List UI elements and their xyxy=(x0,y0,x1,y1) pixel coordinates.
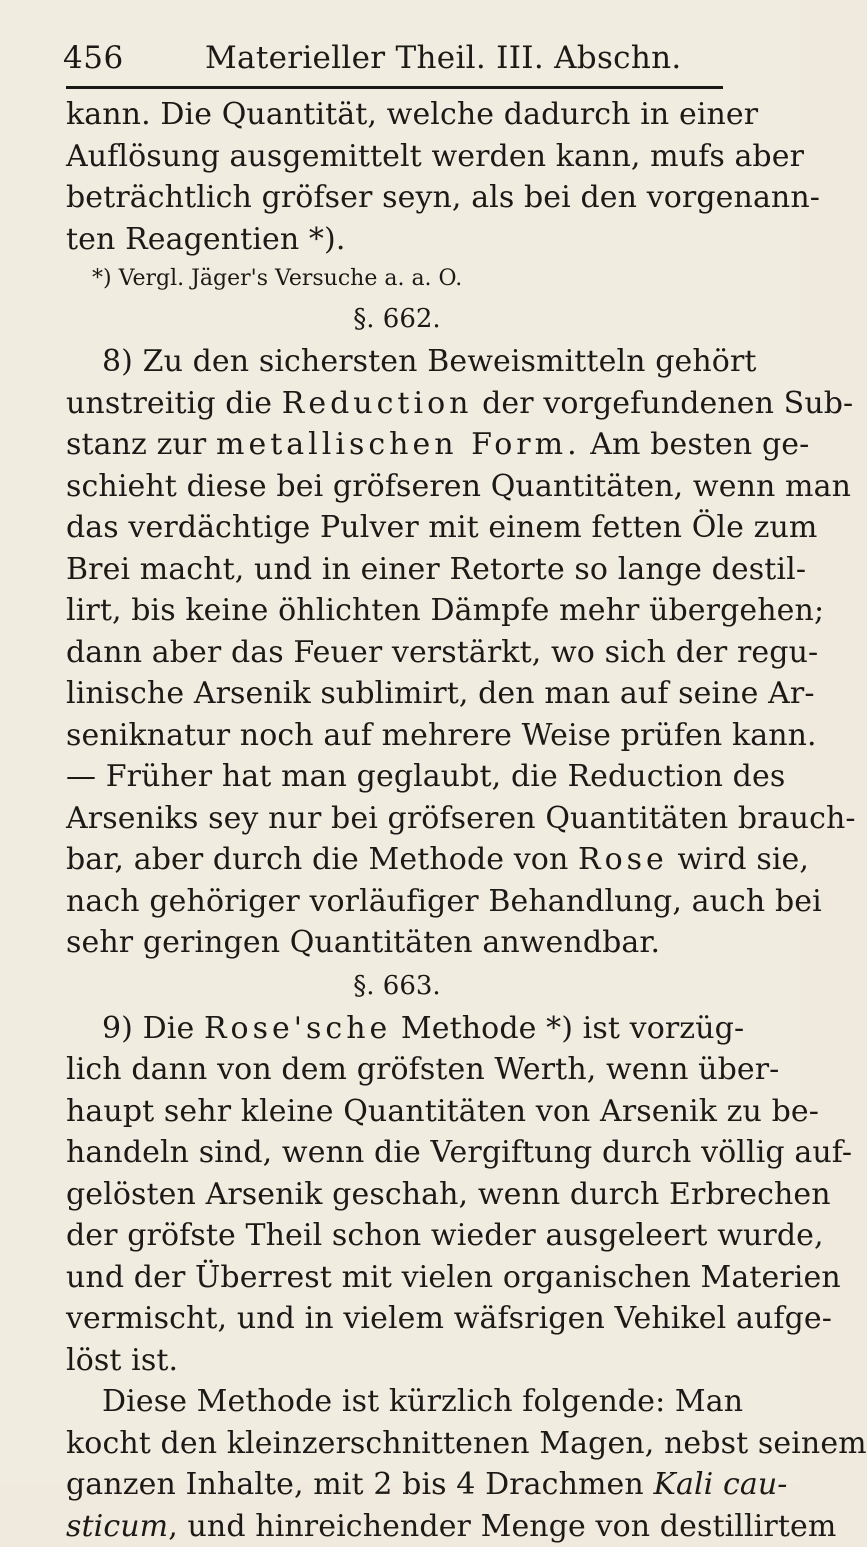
emphasis-term: Rose'sche xyxy=(204,1011,391,1046)
text-fragment: Methode *) ist vorzüg- xyxy=(391,1011,744,1046)
page-number: 456 xyxy=(63,40,124,76)
text-fragment: stanz zur xyxy=(66,427,216,462)
text-line xyxy=(66,839,728,881)
text-line xyxy=(66,424,728,466)
text-line: kann. Die Quantität, welche dadurch in einer xyxy=(66,94,728,136)
text-line: — Früher hat man geglaubt, die Reduction des xyxy=(66,756,728,798)
section-heading: §. 663. xyxy=(66,964,728,1008)
text-line: der gröfste Theil schon wieder ausgeleert wurde, xyxy=(66,1215,728,1257)
text-fragment: , und hinreichender Menge von destillirtem xyxy=(168,1509,836,1544)
text-line: 8) Zu den sichersten Beweismitteln gehört xyxy=(66,341,728,383)
text-line xyxy=(66,1008,728,1050)
text-line: haupt sehr kleine Quantitäten von Arsenik zu be- xyxy=(66,1091,728,1133)
text-line: handeln sind, wenn die Vergiftung durch völlig auf- xyxy=(66,1132,728,1174)
text-fragment: unstreitig die xyxy=(66,386,282,421)
text-line: dann aber das Feuer verstärkt, wo sich der regu- xyxy=(66,632,728,674)
emphasis-term: Rose xyxy=(578,842,668,877)
text-line: das verdächtige Pulver mit einem fetten Öle zum xyxy=(66,507,728,549)
italic-term: Kali cau- xyxy=(653,1467,787,1502)
text-fragment: der vorgefundenen Sub- xyxy=(472,386,853,421)
text-line: beträchtlich gröfser seyn, als bei den vorgenann- xyxy=(66,177,728,219)
text-line xyxy=(66,1506,728,1547)
text-line: löst ist. xyxy=(66,1340,728,1382)
page-header xyxy=(63,40,723,80)
text-line xyxy=(66,1464,728,1506)
text-line: gelösten Arsenik geschah, wenn durch Erbrechen xyxy=(66,1174,728,1216)
running-title: Materieller Theil. III. Abschn. xyxy=(205,40,682,76)
italic-term: sticum xyxy=(66,1509,168,1544)
text-line: lich dann von dem gröfsten Werth, wenn über- xyxy=(66,1049,728,1091)
text-line: Auflösung ausgemittelt werden kann, mufs aber xyxy=(66,136,728,178)
text-fragment: Am besten ge- xyxy=(581,427,810,462)
text-line: lirt, bis keine öhlichten Dämpfe mehr übergehen; xyxy=(66,590,728,632)
text-line: und der Überrest mit vielen organischen Materien xyxy=(66,1257,728,1299)
text-line: ten Reagentien *). xyxy=(66,219,728,261)
text-fragment: ganzen Inhalte, mit 2 bis 4 Drachmen xyxy=(66,1467,653,1502)
text-line: vermischt, und in vielem wäfsrigen Vehikel aufge- xyxy=(66,1298,728,1340)
text-line xyxy=(66,383,728,425)
text-line: nach gehöriger vorläufiger Behandlung, auch bei xyxy=(66,881,728,923)
text-line: Arseniks sey nur bei gröfseren Quantitäten brauch- xyxy=(66,798,728,840)
text-line: schieht diese bei gröfseren Quantitäten, wenn man xyxy=(66,466,728,508)
text-fragment: 9) Die xyxy=(102,1011,204,1046)
text-line: Diese Methode ist kürzlich folgende: Man xyxy=(66,1381,728,1423)
emphasis-term: metallischen Form. xyxy=(216,427,581,462)
text-line: kocht den kleinzerschnittenen Magen, nebst seinem xyxy=(66,1423,728,1465)
text-fragment: wird sie, xyxy=(668,842,809,877)
text-line: linische Arsenik sublimirt, den man auf seine Ar- xyxy=(66,673,728,715)
emphasis-term: Reduction xyxy=(282,386,473,421)
header-rule xyxy=(66,86,723,89)
footnote: *) Vergl. Jäger's Versuche a. a. O. xyxy=(66,260,728,297)
text-line: seniknatur noch auf mehrere Weise prüfen kann. xyxy=(66,715,728,757)
text-line: sehr geringen Quantitäten anwendbar. xyxy=(66,922,728,964)
section-heading: §. 662. xyxy=(66,297,728,341)
text-fragment: bar, aber durch die Methode von xyxy=(66,842,578,877)
body-text xyxy=(66,94,728,1547)
text-line: Brei macht, und in einer Retorte so lange destil- xyxy=(66,549,728,591)
